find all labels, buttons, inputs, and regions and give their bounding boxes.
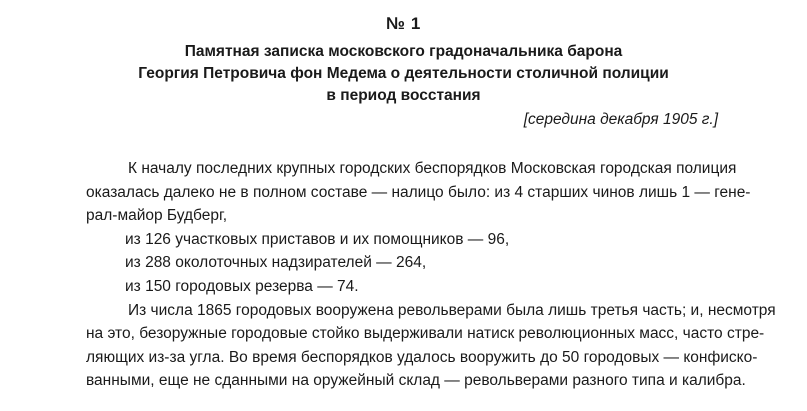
title-line: в период восстания	[326, 87, 481, 104]
title-line: Георгия Петровича фон Медема о деятельности столичной полиции	[138, 65, 669, 82]
body-text	[86, 157, 776, 393]
paragraph-line: оказалась далеко не в полном составе — налицо было: из 4 старших чинов лишь 1 — гене-	[86, 183, 751, 201]
paragraph-line: ванными, еще не сданными на оружейный склад — револьверами разного типа и калибра.	[86, 372, 746, 390]
date-note: [середина декабря 1905 г.]	[523, 111, 718, 128]
paragraph-line: Из числа 1865 городовых вооружена револьверами была лишь третья часть; и, несмотря	[128, 301, 776, 319]
list-item: из 126 участковых приставов и их помощников — 96,	[125, 230, 510, 248]
list-item: из 150 городовых резерва — 74.	[125, 277, 359, 295]
paragraph-line: ляющих из-за угла. Во время беспорядков удалось вооружить до 50 городовых — конфиско-	[86, 348, 758, 366]
document-title	[130, 41, 677, 107]
list-item: из 288 околоточных надзирателей — 264,	[125, 254, 427, 272]
paragraph-line: рал-майор Будберг,	[86, 207, 228, 225]
document-number: № 1	[386, 14, 421, 33]
title-line: Памятная записка московского градоначальника барона	[184, 43, 623, 60]
paragraph-line: на это, безоружные городовые стойко выдерживали натиск революционных масс, часто стре-	[86, 325, 765, 343]
paragraph-line: К началу последних крупных городских беспорядков Московская городская полиция	[128, 160, 737, 177]
